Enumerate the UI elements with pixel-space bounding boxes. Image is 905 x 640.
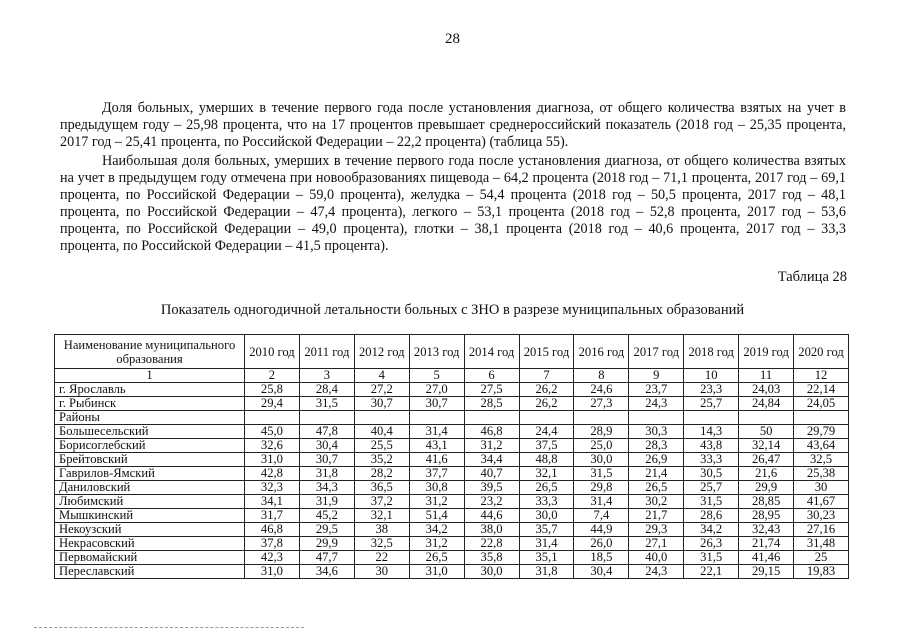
table-cell: [245, 411, 300, 425]
column-index-row: [55, 369, 849, 383]
mortality-table: [54, 334, 849, 579]
table-cell: 28,2: [354, 467, 409, 481]
table-cell: 28,3: [629, 439, 684, 453]
table-cell: 30,7: [299, 453, 354, 467]
table-cell: 31,8: [299, 467, 354, 481]
page-number: 28: [445, 31, 460, 47]
table-cell: [739, 411, 794, 425]
column-header: 2011 год: [299, 335, 354, 369]
table-cell: [684, 411, 739, 425]
municipality-name: Брейтовский: [55, 453, 245, 467]
table-cell: 47,7: [299, 551, 354, 565]
table-cell: 29,8: [574, 481, 629, 495]
table-cell: 28,95: [739, 509, 794, 523]
municipality-name: Некрасовский: [55, 537, 245, 551]
table-cell: 44,6: [464, 509, 519, 523]
table-cell: 27,16: [794, 523, 849, 537]
column-index: 3: [299, 369, 354, 383]
table-cell: 34,2: [409, 523, 464, 537]
column-header: 2014 год: [464, 335, 519, 369]
table-cell: 29,9: [739, 481, 794, 495]
table-cell: 35,1: [519, 551, 574, 565]
table-cell: 48,8: [519, 453, 574, 467]
table-cell: 32,6: [245, 439, 300, 453]
table-cell: [354, 411, 409, 425]
table-cell: 34,4: [464, 453, 519, 467]
table-cell: 32,14: [739, 439, 794, 453]
column-index: 5: [409, 369, 464, 383]
table-cell: 26,5: [629, 481, 684, 495]
table-cell: 37,7: [409, 467, 464, 481]
column-index: 2: [245, 369, 300, 383]
column-index: 11: [739, 369, 794, 383]
table-row: [55, 397, 849, 411]
table-cell: 21,7: [629, 509, 684, 523]
table-cell: 19,83: [794, 565, 849, 579]
column-index: 7: [519, 369, 574, 383]
table-cell: 25,8: [245, 383, 300, 397]
table-cell: 31,4: [409, 425, 464, 439]
column-header: 2019 год: [739, 335, 794, 369]
municipality-name: Большесельский: [55, 425, 245, 439]
column-index: 6: [464, 369, 519, 383]
table-cell: 31,2: [409, 495, 464, 509]
table-row: [55, 537, 849, 551]
table-cell: 26,2: [519, 383, 574, 397]
table-cell: 27,0: [409, 383, 464, 397]
table-cell: 31,5: [684, 551, 739, 565]
table-cell: 25,7: [684, 397, 739, 411]
municipality-name: г. Рыбинск: [55, 397, 245, 411]
table-cell: 30,2: [629, 495, 684, 509]
table-cell: 24,05: [794, 397, 849, 411]
table-cell: 29,3: [629, 523, 684, 537]
municipality-name: Мышкинский: [55, 509, 245, 523]
table-cell: 23,3: [684, 383, 739, 397]
table-header-row: [55, 335, 849, 369]
table-cell: 32,5: [794, 453, 849, 467]
table-cell: 24,3: [629, 565, 684, 579]
table-cell: 33,3: [519, 495, 574, 509]
paragraph: Наибольшая доля больных, умерших в течение первого года после установления диагноза, от общего количества взятых на учет в предыдущем году отмечена при новообразованиях пищевода – 64,2 процента (2018 год – 71,1 процента, 2017 год – 69,1 процента, по Российской Федерации – 59,0 процента), желудка – 54,4 процента (2018 год – 50,5 процента, 2017 год – 48,1 процента, по Российской Федерации – 47,4 процента), легкого – 53,1 процента (2018 год – 52,8 процента, 2017 год – 53,6 процента, по Российской Федерации – 49,0 процента), глотки – 38,1 процента (2018 год – 40,6 процента, 2017 год – 33,3 процента, по Российской Федерации – 41,5 процента).: [60, 153, 846, 254]
table-cell: 40,0: [629, 551, 684, 565]
column-header: 2015 год: [519, 335, 574, 369]
table-cell: 29,5: [299, 523, 354, 537]
table-row: [55, 509, 849, 523]
table-cell: 43,1: [409, 439, 464, 453]
table-cell: 23,7: [629, 383, 684, 397]
table-cell: 25,5: [354, 439, 409, 453]
table-cell: 32,3: [245, 481, 300, 495]
table-cell: 40,7: [464, 467, 519, 481]
table-cell: [299, 411, 354, 425]
table-cell: 37,8: [245, 537, 300, 551]
table-cell: 33,3: [684, 453, 739, 467]
municipality-name: Первомайский: [55, 551, 245, 565]
table-row: [55, 411, 849, 425]
table-row: [55, 383, 849, 397]
table-cell: 31,5: [299, 397, 354, 411]
table-cell: 34,2: [684, 523, 739, 537]
table-cell: 22,8: [464, 537, 519, 551]
table-cell: 24,6: [574, 383, 629, 397]
table-cell: 47,8: [299, 425, 354, 439]
table-cell: 38,0: [464, 523, 519, 537]
table-cell: 30,0: [574, 453, 629, 467]
column-index: 12: [794, 369, 849, 383]
table-cell: 7,4: [574, 509, 629, 523]
table-cell: 30,4: [574, 565, 629, 579]
table-cell: 29,9: [299, 537, 354, 551]
table-cell: 44,9: [574, 523, 629, 537]
table-row: [55, 425, 849, 439]
table-cell: 23,2: [464, 495, 519, 509]
column-index: 8: [574, 369, 629, 383]
table-cell: 42,8: [245, 467, 300, 481]
table-cell: 25: [794, 551, 849, 565]
table-cell: 39,5: [464, 481, 519, 495]
table-cell: 36,5: [354, 481, 409, 495]
column-header: 2010 год: [245, 335, 300, 369]
table-cell: 30,23: [794, 509, 849, 523]
table-cell: 30,3: [629, 425, 684, 439]
column-header: 2020 год: [794, 335, 849, 369]
table-cell: 14,3: [684, 425, 739, 439]
table-cell: 43,64: [794, 439, 849, 453]
table-cell: 42,3: [245, 551, 300, 565]
table-cell: 22,1: [684, 565, 739, 579]
table-cell: 31,5: [684, 495, 739, 509]
table-cell: 26,0: [574, 537, 629, 551]
table-cell: 31,7: [245, 509, 300, 523]
table-cell: 26,2: [519, 397, 574, 411]
table-cell: 27,1: [629, 537, 684, 551]
table-cell: 38: [354, 523, 409, 537]
table-cell: 32,1: [519, 467, 574, 481]
table-cell: 31,0: [245, 565, 300, 579]
table-cell: 31,8: [519, 565, 574, 579]
column-index: 10: [684, 369, 739, 383]
column-index: 1: [55, 369, 245, 383]
table-cell: 31,48: [794, 537, 849, 551]
table-cell: 28,6: [684, 509, 739, 523]
table-cell: 21,4: [629, 467, 684, 481]
table-cell: 41,67: [794, 495, 849, 509]
table-cell: 43,8: [684, 439, 739, 453]
table-row: [55, 453, 849, 467]
table-cell: [409, 411, 464, 425]
table-row: [55, 565, 849, 579]
column-index: 4: [354, 369, 409, 383]
table-cell: 30: [354, 565, 409, 579]
municipality-name: г. Ярославль: [55, 383, 245, 397]
table-cell: 37,2: [354, 495, 409, 509]
paragraph: Доля больных, умерших в течение первого года после установления диагноза, от общего количества взятых на учет в предыдущем году – 25,98 процента, что на 17 процентов превышает среднероссийский показатель (2018 год – 25,35 процента, 2017 год – 25,41 процента, по Российской Федерации – 22,2 процента) (таблица 55).: [60, 100, 846, 150]
body-text: [60, 100, 846, 257]
table-row: [55, 495, 849, 509]
table-cell: 29,15: [739, 565, 794, 579]
table-cell: 22,14: [794, 383, 849, 397]
table-cell: 35,2: [354, 453, 409, 467]
table-cell: 31,5: [574, 467, 629, 481]
table-cell: 26,3: [684, 537, 739, 551]
table-cell: 27,3: [574, 397, 629, 411]
table-cell: 51,4: [409, 509, 464, 523]
table-cell: 24,3: [629, 397, 684, 411]
municipality-name: Районы: [55, 411, 245, 425]
footer-divider: [34, 627, 304, 628]
table-row: [55, 523, 849, 537]
table-cell: 24,84: [739, 397, 794, 411]
table-cell: [574, 411, 629, 425]
municipality-name: Гаврилов-Ямский: [55, 467, 245, 481]
table-cell: 27,5: [464, 383, 519, 397]
table-cell: [629, 411, 684, 425]
table-cell: 26,47: [739, 453, 794, 467]
column-index: 9: [629, 369, 684, 383]
table-cell: 28,4: [299, 383, 354, 397]
table-cell: 24,4: [519, 425, 574, 439]
table-cell: 18,5: [574, 551, 629, 565]
table-cell: 21,6: [739, 467, 794, 481]
table-cell: 21,74: [739, 537, 794, 551]
table-cell: 26,9: [629, 453, 684, 467]
table-cell: 45,0: [245, 425, 300, 439]
table-cell: 32,5: [354, 537, 409, 551]
table-cell: 25,0: [574, 439, 629, 453]
table-cell: 41,46: [739, 551, 794, 565]
table-row: [55, 481, 849, 495]
table-cell: 34,6: [299, 565, 354, 579]
column-header: 2012 год: [354, 335, 409, 369]
municipality-name: Борисоглебский: [55, 439, 245, 453]
table-cell: 31,4: [574, 495, 629, 509]
table-cell: 31,0: [409, 565, 464, 579]
table-cell: 31,2: [464, 439, 519, 453]
table-cell: 35,7: [519, 523, 574, 537]
table-cell: 29,79: [794, 425, 849, 439]
table-cell: 31,4: [519, 537, 574, 551]
table-cell: 29,4: [245, 397, 300, 411]
table-cell: 30,4: [299, 439, 354, 453]
column-header: 2018 год: [684, 335, 739, 369]
municipality-name: Любимский: [55, 495, 245, 509]
table-cell: [464, 411, 519, 425]
table-cell: 46,8: [245, 523, 300, 537]
table-cell: 26,5: [409, 551, 464, 565]
table-cell: 40,4: [354, 425, 409, 439]
table-cell: 25,7: [684, 481, 739, 495]
table-cell: 24,03: [739, 383, 794, 397]
table-cell: 25,38: [794, 467, 849, 481]
table-cell: 27,2: [354, 383, 409, 397]
table-cell: 31,9: [299, 495, 354, 509]
table-cell: 32,1: [354, 509, 409, 523]
table-title: Показатель одногодичной летальности больных с ЗНО в разрезе муниципальных образований: [160, 302, 745, 318]
table-cell: 30,7: [354, 397, 409, 411]
table-cell: 45,2: [299, 509, 354, 523]
table-cell: 30,5: [684, 467, 739, 481]
table-row: [55, 439, 849, 453]
table-cell: 34,1: [245, 495, 300, 509]
table-cell: 26,5: [519, 481, 574, 495]
table-cell: 22: [354, 551, 409, 565]
table-cell: 28,5: [464, 397, 519, 411]
column-header: 2016 год: [574, 335, 629, 369]
table-cell: 31,0: [245, 453, 300, 467]
table-cell: 32,43: [739, 523, 794, 537]
table-cell: 28,9: [574, 425, 629, 439]
table-cell: 31,2: [409, 537, 464, 551]
table-cell: 30: [794, 481, 849, 495]
table-cell: [794, 411, 849, 425]
table-cell: 46,8: [464, 425, 519, 439]
table-cell: 30,0: [519, 509, 574, 523]
column-header: 2017 год: [629, 335, 684, 369]
municipality-name: Переславский: [55, 565, 245, 579]
table-cell: 30,7: [409, 397, 464, 411]
column-header: Наименование муниципального образования: [55, 335, 245, 369]
table-cell: 37,5: [519, 439, 574, 453]
table-cell: 34,3: [299, 481, 354, 495]
column-header: 2013 год: [409, 335, 464, 369]
table-row: [55, 467, 849, 481]
table-cell: 41,6: [409, 453, 464, 467]
table-number: Таблица 28: [777, 269, 847, 285]
municipality-name: Даниловский: [55, 481, 245, 495]
table-cell: 50: [739, 425, 794, 439]
table-cell: 30,0: [464, 565, 519, 579]
table-cell: 30,8: [409, 481, 464, 495]
table-cell: 28,85: [739, 495, 794, 509]
table-row: [55, 551, 849, 565]
table-cell: [519, 411, 574, 425]
table-cell: 35,8: [464, 551, 519, 565]
municipality-name: Некоузский: [55, 523, 245, 537]
